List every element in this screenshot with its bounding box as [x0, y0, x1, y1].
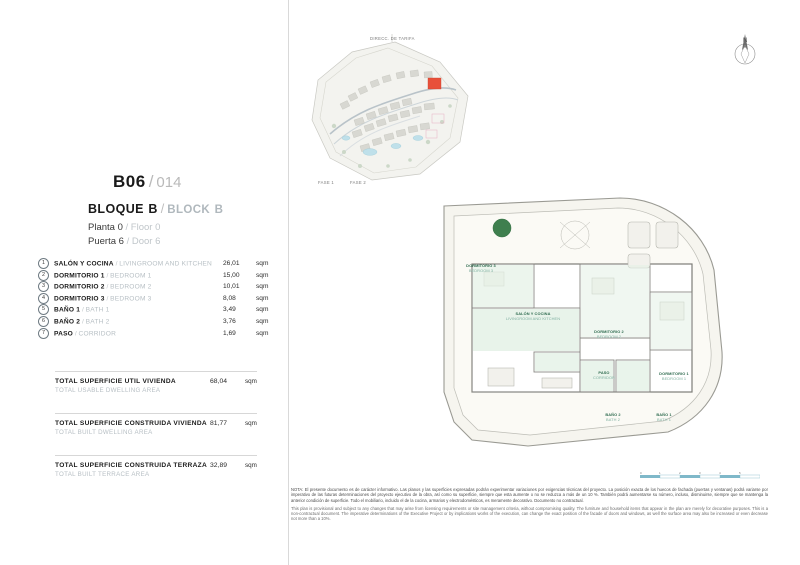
total-value: 68,04: [210, 378, 228, 385]
divider: [55, 455, 257, 456]
plan-label-es: DORMITORIO 3: [466, 263, 496, 268]
plan-label-en: BATH 2: [606, 416, 620, 422]
total-unit: sqm: [245, 462, 257, 469]
compass-north-icon: [728, 30, 762, 72]
plan-label-en: LIVINGROOM AND KITCHEN: [505, 315, 561, 321]
room-row: [38, 281, 268, 293]
room-area: 3,49: [223, 306, 236, 314]
plan-label-es: PASO: [598, 370, 610, 375]
room-name-es: BAÑO 1: [54, 306, 81, 314]
room-separator: /: [81, 318, 84, 326]
total-row: [55, 420, 270, 436]
door-value-es: 6: [118, 236, 124, 247]
room-area-unit: sqm: [256, 260, 269, 267]
room-area-unit: sqm: [256, 294, 269, 302]
room-row: [38, 270, 268, 282]
room-row: [38, 304, 268, 316]
room-name-en: BATH 1: [85, 306, 110, 314]
total-row: [55, 378, 270, 394]
room-separator: /: [74, 329, 77, 337]
room-index-badge: 5: [38, 304, 49, 315]
plan-label-bedroom-2: [583, 330, 635, 339]
info-panel: [0, 0, 288, 565]
room-name-es: DORMITORIO 1: [54, 271, 105, 279]
total-label-es: TOTAL SUPERFICIE CONSTRUIDA TERRAZA: [55, 462, 208, 469]
scale-tick-5: 5: [739, 471, 741, 475]
total-label-es: TOTAL SUPERFICIE CONSTRUIDA VIVIENDA: [55, 420, 207, 427]
block-line: [88, 200, 223, 218]
notes-es: NOTA: El presente documento es de carácter informativo. Las planos y las superficies expresadas podrán experimentar variaciones por exigencias técnicas del proyecto. La posición exacta de los huecos de fachada (puertas y ventanas) podrá variarse por imperativo de las futuras determinaciones del proyecto ejecutivo de la obra, así como su superficie, siempre que esta aumente o no se reduzca a más de un 10 %. También podrá aumentarse su número, incluso, disminuirse, siempre que se mantenga la anterior condición de superficie. Todo el mobiliario, incluido el de la cocina, armarios y electrodomésticos, es meramente decorativo. Documento no contractual.: [291, 487, 768, 503]
room-area-unit: sqm: [256, 306, 269, 314]
door-label-en: Door: [131, 236, 153, 247]
floor-label-es: Planta: [88, 222, 115, 233]
plan-label-es: DORMITORIO 2: [594, 329, 624, 334]
room-row: [38, 293, 268, 305]
compass-label: N: [743, 38, 748, 44]
room-name-en: BEDROOM 3: [110, 295, 152, 303]
plan-label-es: BAÑO 1: [656, 412, 672, 417]
room-area: 8,08: [223, 294, 236, 302]
unit-floor-plan: [432, 192, 734, 460]
scale-tick-4: 4: [719, 471, 721, 475]
scale-tick-2: 2: [679, 471, 681, 475]
scale-tick-0: 0: [640, 471, 642, 475]
room-index-badge: 2: [38, 270, 49, 281]
tree-icon: [493, 219, 511, 237]
total-label-es: TOTAL SUPERFICIE UTIL VIVIENDA: [55, 378, 176, 385]
room-area-unit: sqm: [256, 317, 269, 325]
room-row: [38, 316, 268, 328]
site-direction-label: DIRECC. DE TARIFA: [370, 36, 415, 41]
room-index-badge: 3: [38, 281, 49, 292]
site-plan-diagram: [300, 34, 490, 189]
floor-value-en: 0: [155, 222, 161, 233]
plan-label-bedroom-3: [455, 264, 507, 273]
room-name-es: SALÓN Y COCINA: [54, 260, 114, 268]
room-schedule: [38, 258, 268, 339]
total-unit: sqm: [245, 420, 257, 427]
room-name-es: PASO: [54, 329, 73, 337]
legal-notes: [291, 487, 768, 522]
room-separator: /: [106, 271, 109, 279]
door-line: [88, 236, 160, 247]
room-area-unit: sqm: [256, 283, 269, 291]
total-value: 81,77: [210, 420, 228, 427]
unit-heading: [113, 172, 181, 192]
total-value: 32,89: [210, 462, 228, 469]
panel-divider: [288, 0, 289, 565]
room-area: 1,69: [223, 329, 236, 337]
plan-label-livingroom: [503, 312, 563, 321]
floor-separator: /: [125, 222, 129, 233]
highlighted-unit: [428, 78, 441, 89]
plan-label-en: BATH 1: [657, 416, 671, 422]
plan-label-en: BEDROOM 1: [661, 375, 687, 381]
plan-label-en: BEDROOM 2: [596, 333, 622, 339]
divider: [55, 413, 257, 414]
door-label-es: Puerta: [88, 236, 116, 247]
plan-label-es: SALÓN Y COCINA: [515, 311, 551, 316]
unit-separator: /: [148, 172, 154, 191]
room-name-es: BAÑO 2: [54, 318, 81, 326]
room-index-badge: 6: [38, 316, 49, 327]
plan-label-en: CORRIDOR: [593, 374, 615, 380]
room-row: [38, 258, 268, 270]
floor-line: [88, 222, 160, 233]
room-index-badge: 4: [38, 293, 49, 304]
totals-block: [55, 378, 270, 504]
unit-code: B06: [113, 172, 146, 191]
room-name-en: BEDROOM 1: [110, 271, 152, 279]
room-area: 3,76: [223, 317, 236, 325]
scale-bar: [640, 471, 760, 481]
plan-label-es: DORMITORIO 1: [659, 371, 689, 376]
plan-label-bath-1: [648, 413, 680, 422]
block-separator: /: [160, 202, 165, 216]
room-area: 15,00: [223, 271, 240, 279]
room-area: 10,01: [223, 283, 240, 291]
plan-label-corridor: [584, 371, 624, 380]
plan-label-bath-2: [597, 413, 629, 422]
room-area-unit: sqm: [256, 271, 269, 279]
plan-label-es: BAÑO 2: [605, 412, 621, 417]
floor-label-en: Floor: [130, 222, 153, 233]
site-phase2-label: FASE 2: [350, 180, 366, 185]
room-area-unit: sqm: [256, 329, 269, 337]
room-name-es: DORMITORIO 3: [54, 295, 105, 303]
notes-en: This plan is provisional and subject to any changes that may arise from licensing requirements or site management criteria, without compromising quality. The furniture and household items that appear in the plan are merely for decorative purposes. This is a non-contractual document. The imperative determinations of the Executive Project or by implications works of the execution, can change the exact position of the facade of doors and windows, as well the surface area may also be increased or even decrease not more than a 10%.: [291, 505, 768, 522]
total-unit: sqm: [245, 378, 257, 385]
room-separator: /: [106, 283, 109, 291]
scale-tick-1: 1: [659, 471, 661, 475]
plan-label-en: BEDROOM 3: [468, 267, 494, 273]
site-phase1-label: FASE 1: [318, 180, 334, 185]
room-name-en: CORRIDOR: [78, 329, 117, 337]
room-index-badge: 1: [38, 258, 49, 269]
total-label-en: TOTAL USABLE DWELLING AREA: [55, 387, 161, 394]
unit-number: 014: [156, 174, 182, 191]
room-name-es: DORMITORIO 2: [54, 283, 105, 291]
room-separator: /: [81, 306, 84, 314]
floor-value-es: 0: [117, 222, 123, 233]
block-label-en: BLOCK: [167, 204, 211, 216]
door-separator: /: [126, 236, 130, 247]
total-label-en: TOTAL BUILT DWELLING AREA: [55, 429, 153, 436]
room-area: 26,01: [223, 260, 240, 267]
room-separator: /: [115, 260, 118, 268]
block-value-es: B: [148, 202, 158, 216]
total-label-en: TOTAL BUILT TERRACE AREA: [55, 471, 150, 478]
total-row: [55, 462, 270, 478]
block-label-es: BLOQUE: [88, 202, 144, 216]
room-separator: /: [106, 295, 109, 303]
divider: [55, 371, 257, 372]
room-name-en: BEDROOM 2: [110, 283, 152, 291]
room-name-en: BATH 2: [85, 318, 110, 326]
room-name-en: LIVINGROOM AND KITCHEN: [119, 260, 212, 268]
plan-label-bedroom-1: [648, 372, 700, 381]
scale-tick-3: 3: [699, 471, 701, 475]
block-value-en: B: [214, 204, 224, 216]
room-row: [38, 328, 268, 340]
room-index-badge: 7: [38, 328, 49, 339]
door-value-en: 6: [155, 236, 161, 247]
